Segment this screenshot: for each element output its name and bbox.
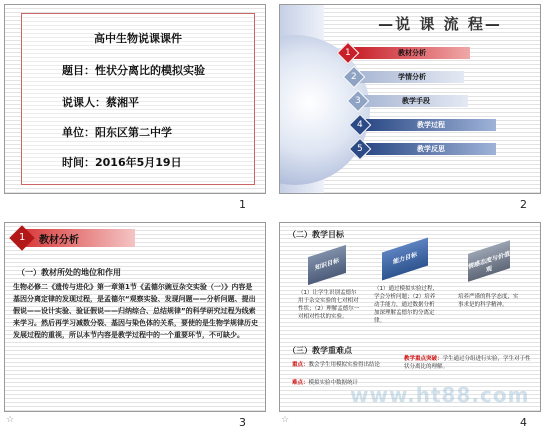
key-point-line: 重点：教会学生用模拟实验得出结论 — [292, 362, 381, 368]
slide-3-paragraph: 生物必修二《遗传与进化》第一章第1节《孟德尔豌豆杂交实验（一）》内容是基因分离定律的发现过程，是孟德尔“观察实验、发现问题——分析问题、提出假说——设计实验、验证假说——归纳综合、总结规律”的科学研究过程为线索来学习。然后再学习减数分裂、基因与染色体的关系，要使的是生物学规律历史发展过程的重视，所以本节内容是教学过程中的一个重要环节，不可缺少。 — [13, 283, 258, 339]
teaching-breakthrough: 教学重点突破：学生通过分组进行实验，学生对于性状分离比的理解。 — [404, 356, 531, 370]
page-number-1: 1 — [239, 198, 246, 211]
step-5-number: 5 — [349, 138, 372, 161]
slide-1-title: 高中生物说课课件 — [94, 32, 182, 45]
cube-knowledge: 知识目标 — [308, 245, 346, 285]
watermark-text: www.ht88.com — [350, 383, 530, 407]
page-number-3: 3 — [239, 416, 246, 429]
key-points-heading: （三）教学重难点 — [288, 346, 352, 355]
step-2-label: 学情分析 — [360, 71, 464, 83]
slide-1-thumbnail[interactable] — [4, 4, 266, 194]
slide-2-title: —说 课 流 程— — [378, 15, 502, 33]
topic-line: 题目：性状分离比的模拟实验 — [62, 64, 205, 77]
slide-4-thumbnail[interactable] — [279, 222, 541, 412]
step-4-label: 教学过程 — [366, 119, 496, 131]
page-number-4: 4 — [520, 416, 527, 429]
step-4-number: 4 — [349, 114, 372, 137]
slide-1-frame — [21, 13, 255, 185]
difficulty-line: 难点：模拟实验中数据统计 — [292, 380, 359, 386]
slide-4-star-icon: ☆ — [281, 415, 290, 425]
slide-3-star-icon: ☆ — [6, 415, 15, 425]
slide-3-subheading: （一）教材所处的地位和作用 — [17, 268, 121, 277]
time-line: 时间：2016年5月19日 — [62, 156, 182, 169]
step-1-number: 1 — [337, 42, 360, 65]
unit-line: 单位：阳东区第二中学 — [62, 126, 172, 139]
step-1-label: 教材分析 — [354, 47, 470, 59]
step-1 — [340, 45, 470, 61]
cube-ability: 能力目标 — [382, 238, 428, 281]
step-5-label: 教学反思 — [366, 143, 496, 155]
step-2 — [346, 69, 476, 85]
slide-3-thumbnail[interactable] — [4, 222, 266, 412]
slide-3-header: 教材分析 — [39, 235, 79, 246]
emotion-goal-text: 培养严谨的科学态度，实事求是的科学精神。 — [458, 294, 519, 308]
header-number-badge: 1 — [9, 225, 34, 250]
step-3-number: 3 — [347, 90, 370, 113]
step-5 — [352, 141, 502, 157]
cube-emotion: 情感态度与价值观 — [468, 240, 510, 282]
step-4 — [352, 117, 502, 133]
speaker-line: 说课人：蔡湘平 — [62, 96, 139, 109]
knowledge-goal-text: （1）让学生识别孟德尔用于杂交实验的七对相对性状；（2）理解孟德尔一对相对性状的实验。 — [298, 290, 360, 320]
slide-2-thumbnail[interactable] — [279, 4, 541, 194]
step-3-label: 教学手段 — [364, 95, 468, 107]
step-2-number: 2 — [343, 66, 366, 89]
page-number-2: 2 — [520, 198, 527, 211]
teaching-goals-heading: （二）教学目标 — [288, 230, 344, 239]
ability-goal-text: （1）通过模拟实验过程，学会分析问题；（2）培养动手能力，通过数据分析加深理解孟德尔的分离定律。 — [374, 286, 439, 324]
step-3 — [350, 93, 480, 109]
